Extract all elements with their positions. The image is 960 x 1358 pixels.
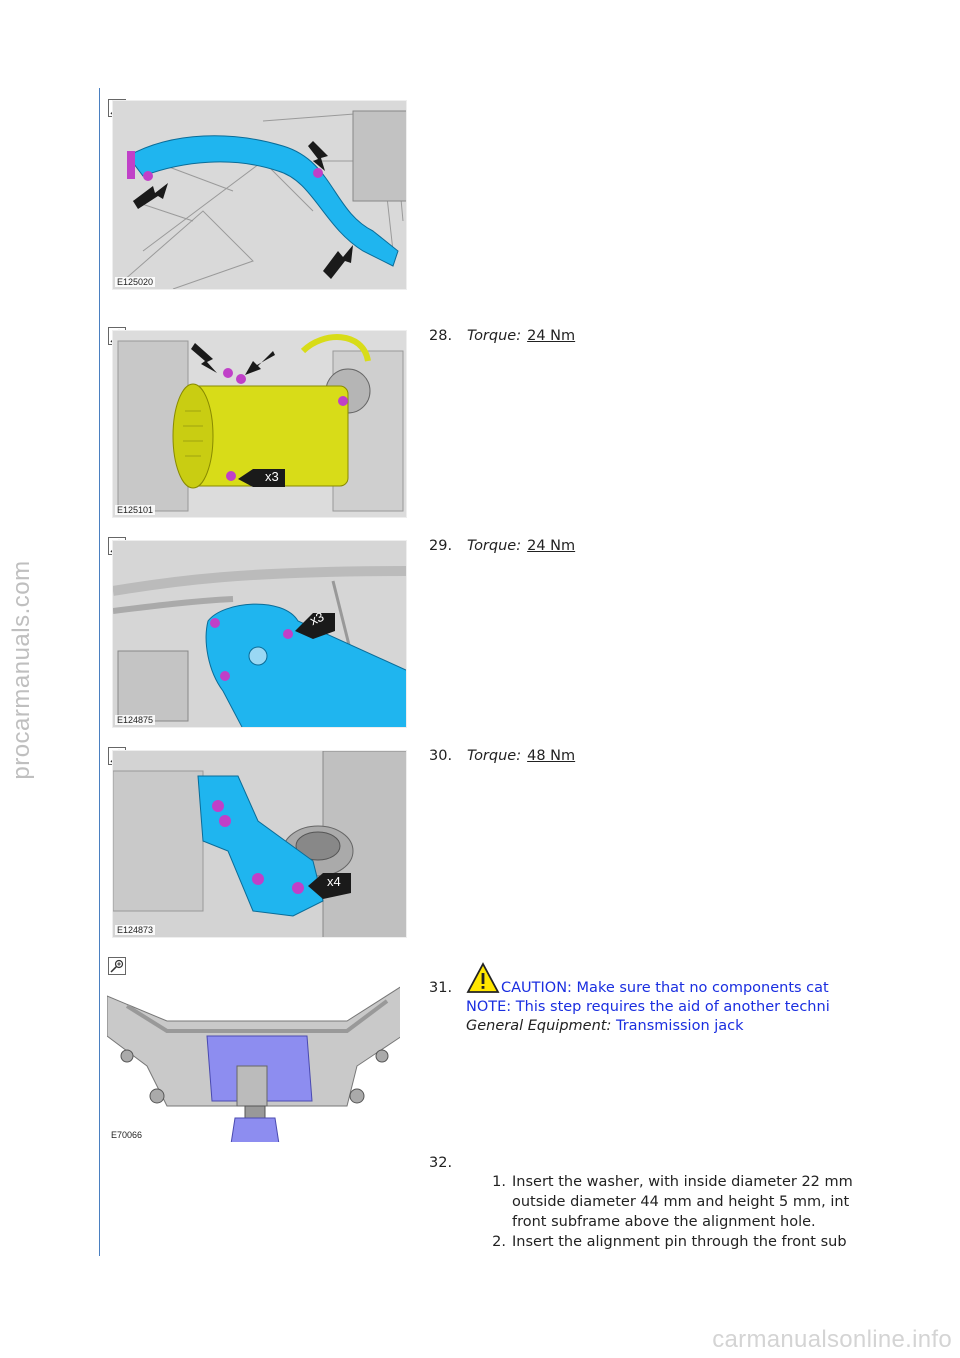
step-29: [429, 536, 575, 556]
equipment-label: General Equipment:: [466, 1018, 612, 1034]
list-item: [476, 1172, 876, 1232]
torque-label: Torque:: [467, 538, 522, 554]
step-31-number: [429, 978, 467, 998]
figure-e124873: [112, 750, 407, 938]
figure-label: E124873: [117, 925, 154, 935]
substep-number: 1.: [492, 1174, 506, 1190]
figure-e125020: [112, 100, 407, 290]
step-32-substeps: [476, 1172, 876, 1252]
torque-label: Torque:: [467, 328, 522, 344]
figure-label: E70066: [111, 1130, 143, 1140]
step-number: 28.: [429, 328, 453, 344]
step-number: 32.: [429, 1155, 453, 1171]
figure-e125101: [112, 330, 407, 518]
torque-value-link[interactable]: 48 Nm: [527, 748, 576, 764]
torque-value-link[interactable]: 24 Nm: [527, 538, 576, 554]
caution-line: [466, 958, 876, 998]
step-number: 31.: [429, 980, 453, 996]
side-watermark: procarmanuals.com: [8, 560, 35, 780]
caution-text: CAUTION: Make sure that no components cat: [501, 980, 829, 996]
substep-number: 2.: [492, 1234, 506, 1250]
warning-triangle-icon: [466, 962, 500, 994]
bottom-watermark: carmanualsonline.info: [712, 1326, 952, 1353]
step-number: 29.: [429, 538, 453, 554]
callout-count: x4: [327, 874, 341, 889]
magnify-plus-icon: [109, 958, 125, 974]
step-28: [429, 326, 575, 346]
step-32-number: [429, 1153, 467, 1173]
step-number: 30.: [429, 748, 453, 764]
figure-label: E125101: [117, 505, 154, 515]
substep-line: Insert the alignment pin through the front sub: [512, 1234, 847, 1250]
equipment-line: [466, 1016, 876, 1036]
left-rule: [99, 88, 100, 1256]
substep-line: Insert the washer, with inside diameter 22 mm: [512, 1174, 853, 1190]
substep-line: front subframe above the alignment hole.: [512, 1214, 816, 1230]
callout-count: x3: [265, 469, 279, 484]
figure-label: E124875: [117, 715, 154, 725]
figure-e124875: [112, 540, 407, 728]
step-30: [429, 746, 575, 766]
torque-value-link[interactable]: 24 Nm: [527, 328, 576, 344]
substep-line: outside diameter 44 mm and height 5 mm, int: [512, 1194, 850, 1210]
torque-label: Torque:: [467, 748, 522, 764]
figure-label: E125020: [117, 277, 154, 287]
callout-count: x3: [307, 608, 327, 629]
note-line: NOTE: This step requires the aid of another techni: [466, 999, 830, 1015]
transmission-jack-link[interactable]: Transmission jack: [615, 1018, 744, 1034]
zoom-button-fig5[interactable]: [108, 957, 126, 975]
figure-e70066: [106, 975, 401, 1143]
list-item: [476, 1232, 876, 1252]
